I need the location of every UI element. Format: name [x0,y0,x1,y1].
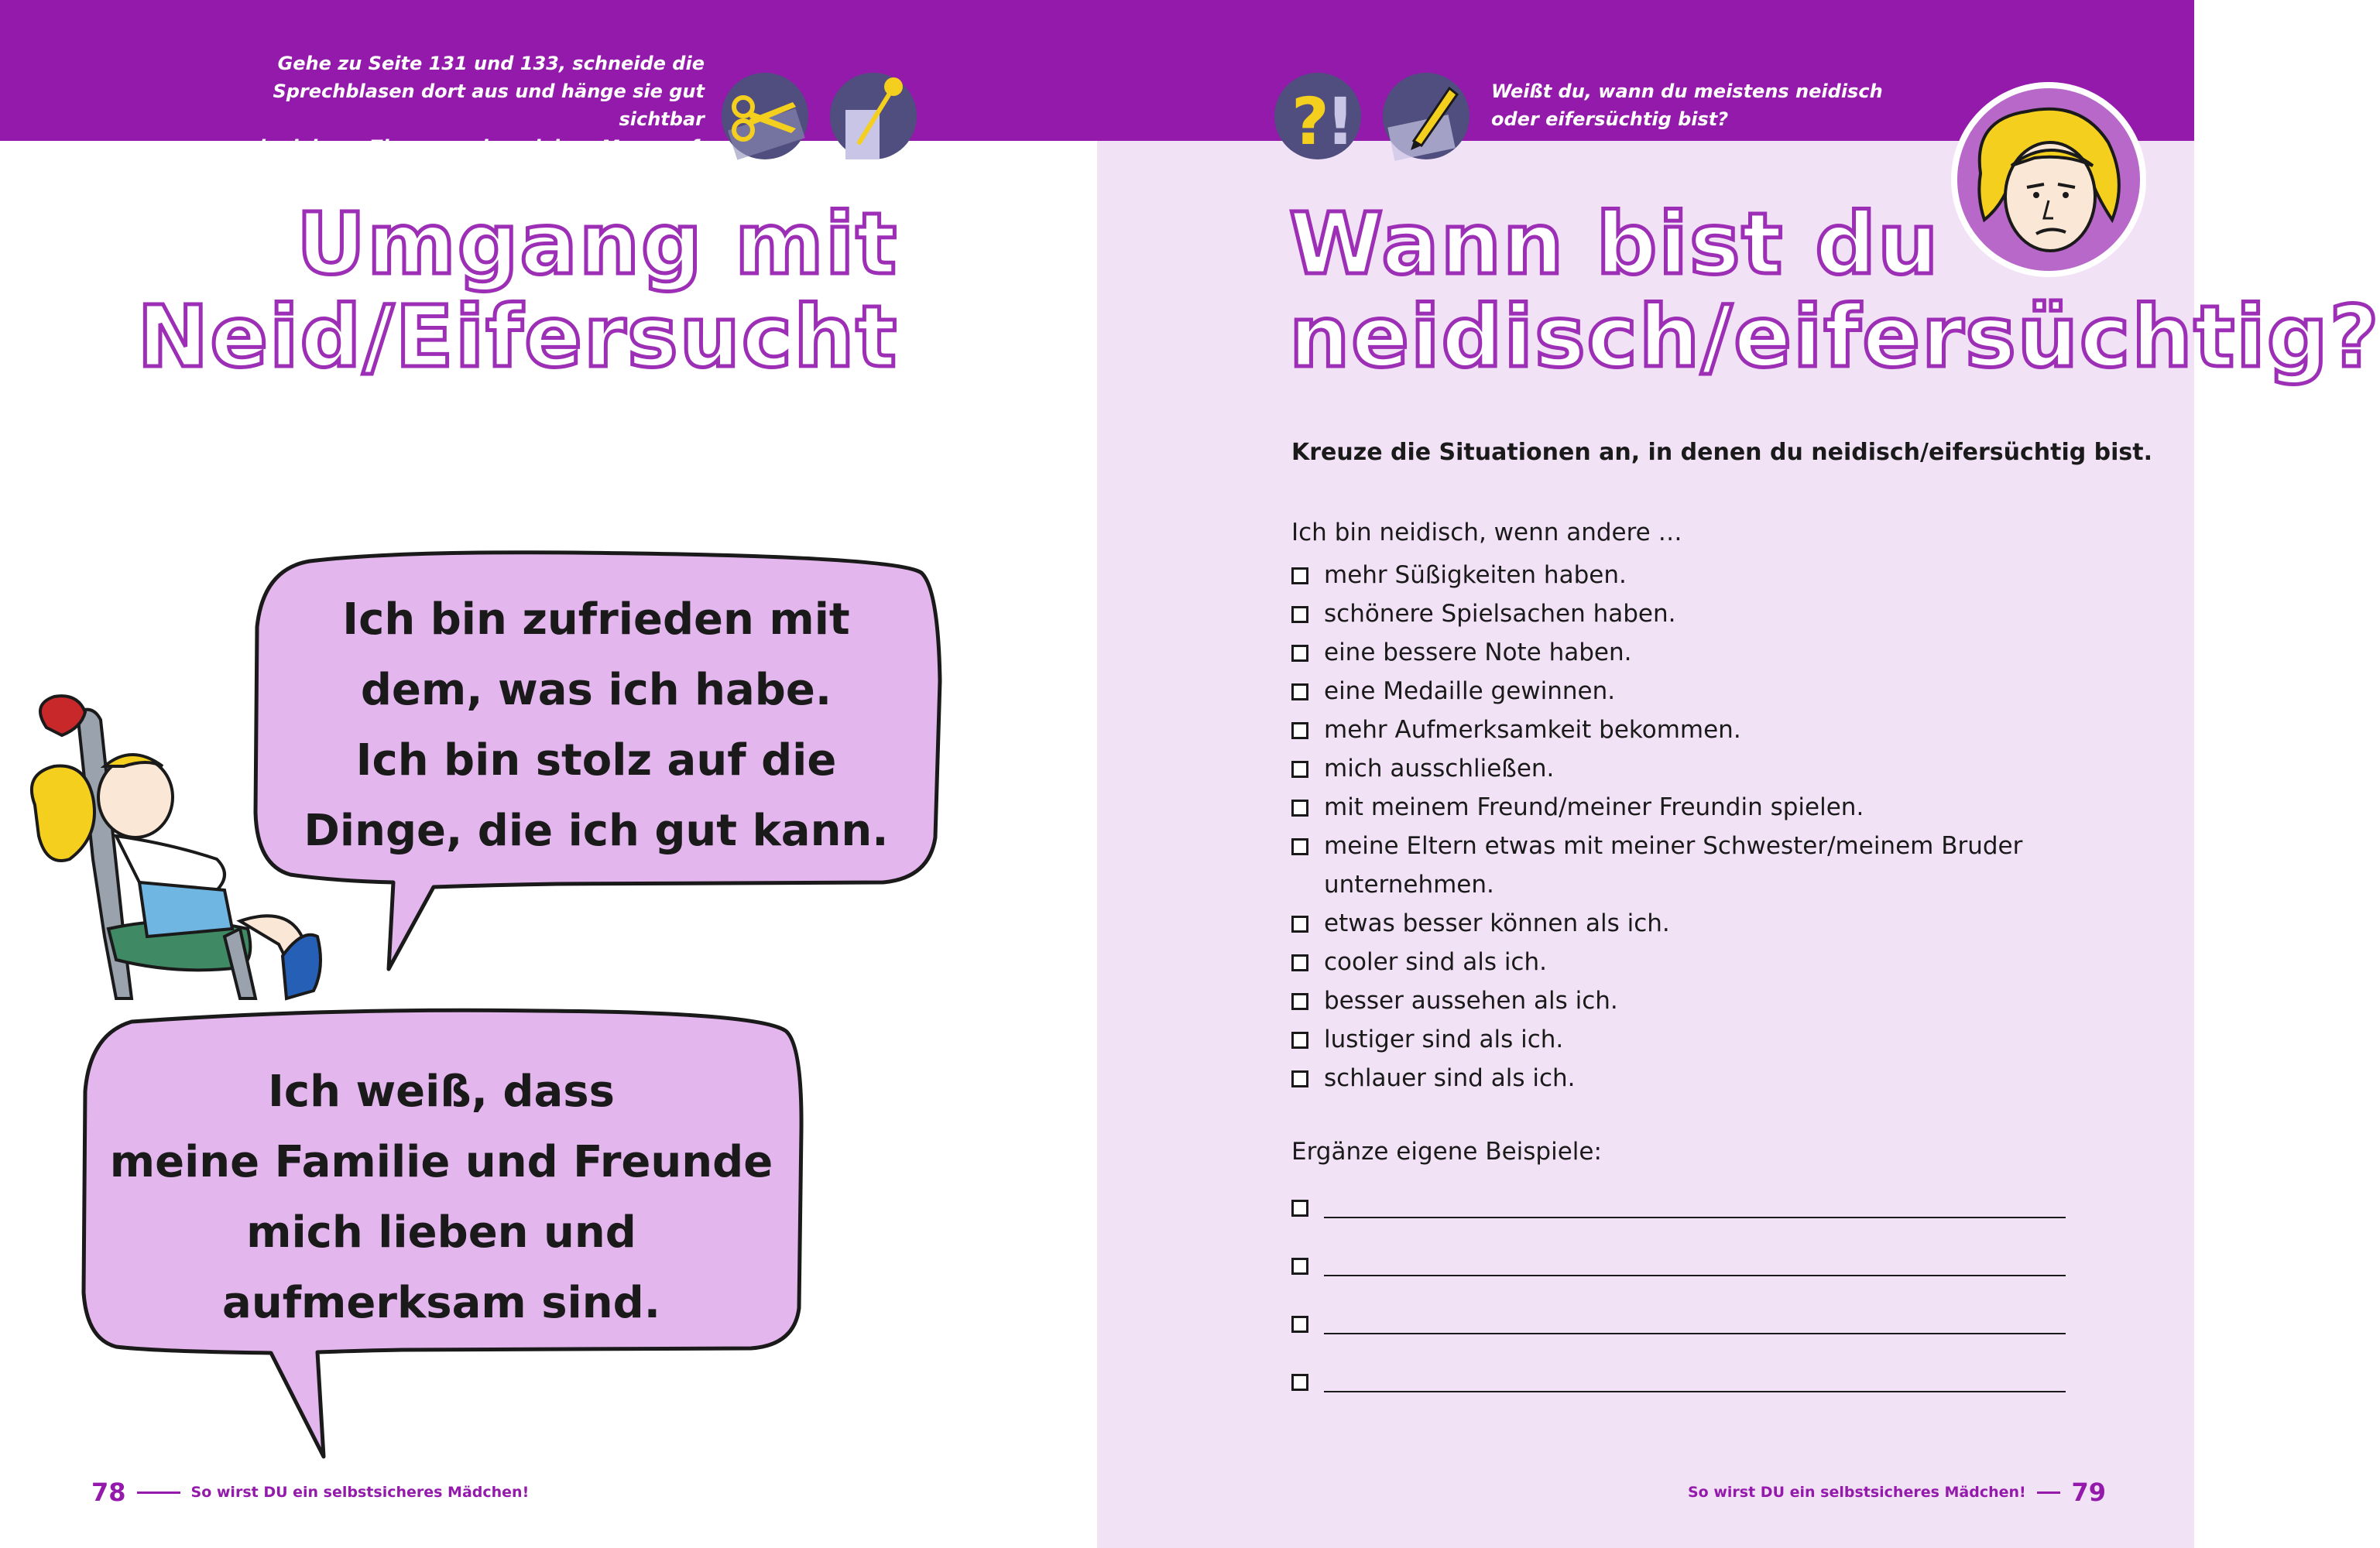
question-exclamation-icon [1274,73,1361,159]
svg-text:?: ? [1291,84,1329,159]
checkbox[interactable] [1291,645,1308,662]
svg-text:!: ! [1325,84,1356,159]
bubble-line: Dinge, die ich gut kann. [304,806,889,856]
bubble-line: Ich bin zufrieden mit [342,594,850,645]
write-line[interactable] [1324,1217,2066,1218]
checkbox[interactable] [1291,761,1308,778]
checklist-item-label: mich ausschließen. [1324,755,1555,783]
checklist-item[interactable] [1291,711,2081,749]
checkbox[interactable] [1291,722,1308,739]
checkbox[interactable] [1291,1070,1308,1087]
own-example-row[interactable] [1291,1242,2066,1281]
checklist-item[interactable] [1291,556,2081,594]
checkbox[interactable] [1291,1374,1308,1391]
checklist-item[interactable] [1291,1059,2081,1098]
checklist-item-label: mehr Süßigkeiten haben. [1324,561,1627,589]
pencil-icon [1383,73,1469,159]
own-example-row[interactable] [1291,1358,2066,1397]
checkbox[interactable] [1291,683,1308,700]
checklist-item[interactable] [1291,672,2081,711]
checkbox[interactable] [1291,1032,1308,1049]
checklist-item[interactable] [1291,943,2081,981]
checkbox[interactable] [1291,1258,1308,1275]
instruction-text: Kreuze die Situationen an, in denen du neidisch/eifersüchtig bist. [1291,439,2153,466]
title-line: neidisch/eifersüchtig? [1289,287,2380,386]
footer-rule [2037,1491,2061,1494]
bubble-line: dem, was ich habe. [360,665,832,715]
title-line: Neid/Eifersucht [137,287,898,386]
header-note-line: Gehe zu Seite 131 und 133, schneide die [277,53,705,74]
checklist-item[interactable] [1291,827,2081,904]
girl-in-chair-illustration [31,681,341,1006]
envy-checklist [1291,556,2081,1098]
checklist-item[interactable] [1291,904,2081,943]
bubble-line: Ich weiß, dass [268,1067,615,1117]
right-page-title [1289,194,2380,386]
checklist-item[interactable] [1291,749,2081,788]
checklist-item-continuation: unternehmen. [1324,871,1494,899]
checklist-item-label: mehr Aufmerksamkeit bekommen. [1324,716,1741,744]
checklist-item-label: cooler sind als ich. [1324,948,1547,976]
header-note-line: oder eifersüchtig bist? [1491,108,1729,130]
own-example-row[interactable] [1291,1184,2066,1223]
header-note-line: Weißt du, wann du meistens neidisch [1491,80,1883,102]
checklist-intro: Ich bin neidisch, wenn andere … [1291,519,1682,546]
own-examples-label: Ergänze eigene Beispiele: [1291,1138,1602,1166]
checkbox[interactable] [1291,916,1308,933]
write-line[interactable] [1324,1333,2066,1334]
checkbox[interactable] [1291,606,1308,623]
write-line[interactable] [1324,1391,2066,1392]
checklist-item-label: schlauer sind als ich. [1324,1064,1576,1092]
book-title: So wirst DU ein selbstsicheres Mädchen! [1688,1484,2026,1501]
page-number: 78 [91,1478,126,1507]
book-title: So wirst DU ein selbstsicheres Mädchen! [190,1484,530,1501]
checkbox[interactable] [1291,800,1308,817]
left-footer [91,1477,529,1508]
write-line[interactable] [1324,1275,2066,1276]
checkbox[interactable] [1291,838,1308,855]
footer-rule [137,1491,180,1494]
checklist-item[interactable] [1291,1020,2081,1059]
page-number: 79 [2071,1478,2106,1507]
header-note-line: in deinem Zimmer neben deiner Mona auf. [259,136,705,158]
bubble-line: meine Familie und Freunde [109,1137,773,1187]
bubble-line: Ich bin stolz auf die [355,735,837,786]
checklist-item[interactable] [1291,981,2081,1020]
bubble-2-text [89,1057,794,1338]
checkbox[interactable] [1291,993,1308,1010]
right-header-note [1491,77,1925,133]
checklist-item-label: eine Medaille gewinnen. [1324,677,1616,705]
checklist-item-label: etwas besser können als ich. [1324,909,1670,937]
right-footer [1688,1477,2106,1508]
bubble-line: mich lieben und [246,1207,636,1258]
checkbox[interactable] [1291,1200,1308,1217]
checkbox[interactable] [1291,954,1308,971]
own-example-row[interactable] [1291,1300,2066,1339]
checklist-item-label: schönere Spielsachen haben. [1324,600,1676,628]
checklist-item[interactable] [1291,633,2081,672]
checklist-item-label: meine Eltern etwas mit meiner Schwester/meinem Bruder [1324,832,2023,860]
checklist-item-label: mit meinem Freund/meiner Freundin spielen. [1324,793,1864,821]
checklist-item-label: besser aussehen als ich. [1324,987,1618,1015]
title-line: Umgang mit [296,194,898,293]
checkbox[interactable] [1291,1316,1308,1333]
checklist-item-label: lustiger sind als ich. [1324,1026,1564,1053]
header-note-line: Sprechblasen dort aus und hänge sie gut sichtbar [273,80,705,130]
checklist-item[interactable] [1291,594,2081,633]
checklist-item[interactable] [1291,788,2081,827]
checklist-item-label: eine bessere Note haben. [1324,639,1632,666]
title-line: Wann bist du [1289,194,1940,293]
checkbox[interactable] [1291,567,1308,584]
bubble-line: aufmerksam sind. [222,1278,660,1328]
